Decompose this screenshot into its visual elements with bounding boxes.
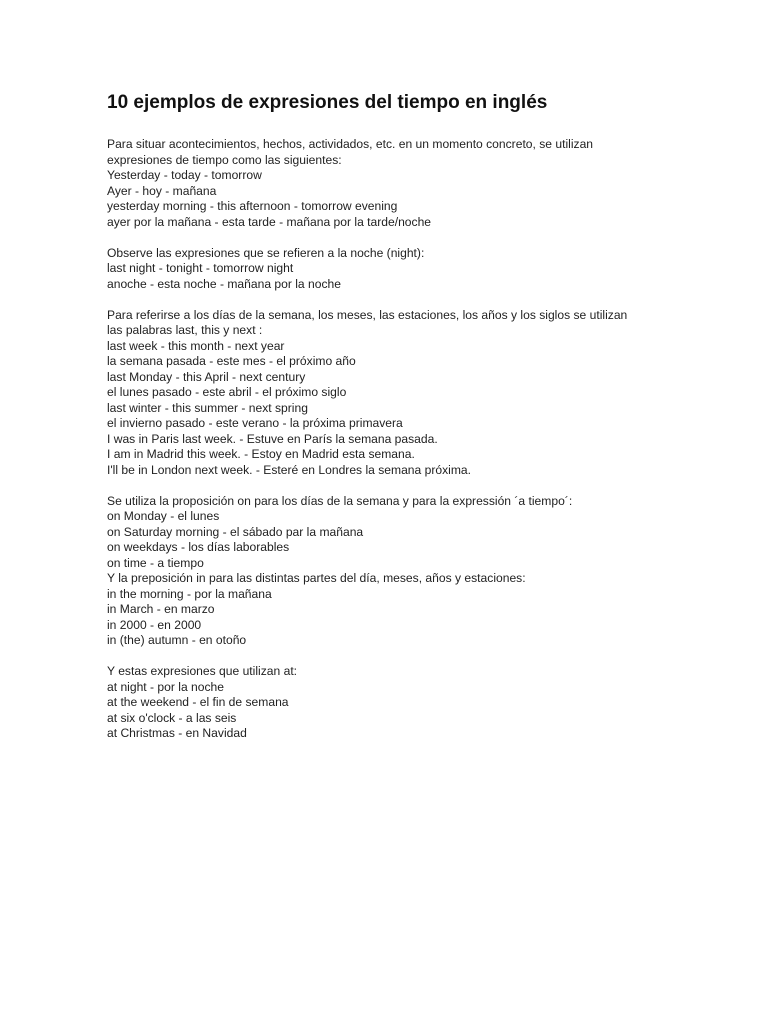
text-line: Para referirse a los días de la semana, los meses, las estaciones, los años y los siglos se utilizan — [107, 307, 628, 322]
text-line: anoche - esta noche - mañana por la noche — [107, 276, 341, 291]
paragraph-on-in — [107, 494, 667, 649]
text-line: Se utiliza la proposición on para los días de la semana y para la expressión ´a tiempo´: — [107, 493, 573, 508]
text-line: at the weekend - el fin de semana — [107, 695, 289, 709]
text-line: last Monday - this April - next century — [107, 369, 306, 384]
text-line: at night - por la noche — [107, 679, 224, 694]
paragraph-night — [107, 246, 667, 293]
text-line: Yesterday - today - tomorrow — [107, 168, 262, 182]
paragraph-at — [107, 664, 667, 742]
text-line: Ayer - hoy - mañana — [107, 183, 217, 198]
text-line: last winter - this summer - next spring — [107, 400, 308, 415]
text-line: Para situar acontecimientos, hechos, actividados, etc. en un momento concreto, se utilizan — [107, 137, 594, 151]
text-line: I'll be in London next week. - Esteré en Londres la semana próxima. — [107, 462, 471, 477]
text-line: I am in Madrid this week. - Estoy en Madrid esta semana. — [107, 447, 415, 461]
text-line: on Saturday morning - el sábado par la mañana — [107, 524, 364, 539]
text-line: last night - tonight - tomorrow night — [107, 261, 294, 275]
text-line: Y la preposición in para las distintas partes del día, meses, años y estaciones: — [107, 571, 526, 585]
text-line: at Christmas - en Navidad — [107, 726, 247, 740]
text-line: yesterday morning - this afternoon - tomorrow evening — [107, 199, 398, 213]
text-line: I was in Paris last week. - Estuve en París la semana pasada. — [107, 431, 438, 446]
document-page — [107, 92, 667, 757]
text-line: in March - en marzo — [107, 602, 215, 616]
text-line: expresiones de tiempo como las siguientes: — [107, 152, 342, 167]
text-line: in the morning - por la mañana — [107, 586, 272, 601]
document-title: 10 ejemplos de expresiones del tiempo en inglés — [107, 92, 548, 113]
text-line: la semana pasada - este mes - el próximo año — [107, 354, 356, 368]
text-line: el invierno pasado - este verano - la próxima primavera — [107, 416, 403, 430]
text-line: at six o'clock - a las seis — [107, 710, 237, 725]
text-line: in (the) autumn - en otoño — [107, 633, 247, 647]
text-line: on Monday - el lunes — [107, 509, 220, 523]
text-line: Y estas expresiones que utilizan at: — [107, 664, 298, 678]
text-line: on weekdays - los días laborables — [107, 540, 290, 554]
text-line: el lunes pasado - este abril - el próximo siglo — [107, 385, 347, 399]
text-line: last week - this month - next year — [107, 338, 285, 353]
text-line: in 2000 - en 2000 — [107, 617, 202, 632]
text-line: on time - a tiempo — [107, 555, 204, 570]
text-line: ayer por la mañana - esta tarde - mañana por la tarde/noche — [107, 214, 432, 229]
text-line: Observe las expresiones que se refieren a la noche (night): — [107, 245, 425, 260]
paragraph-intro — [107, 137, 667, 230]
text-line: las palabras last, this y next : — [107, 323, 263, 337]
paragraph-last-this-next — [107, 308, 667, 479]
